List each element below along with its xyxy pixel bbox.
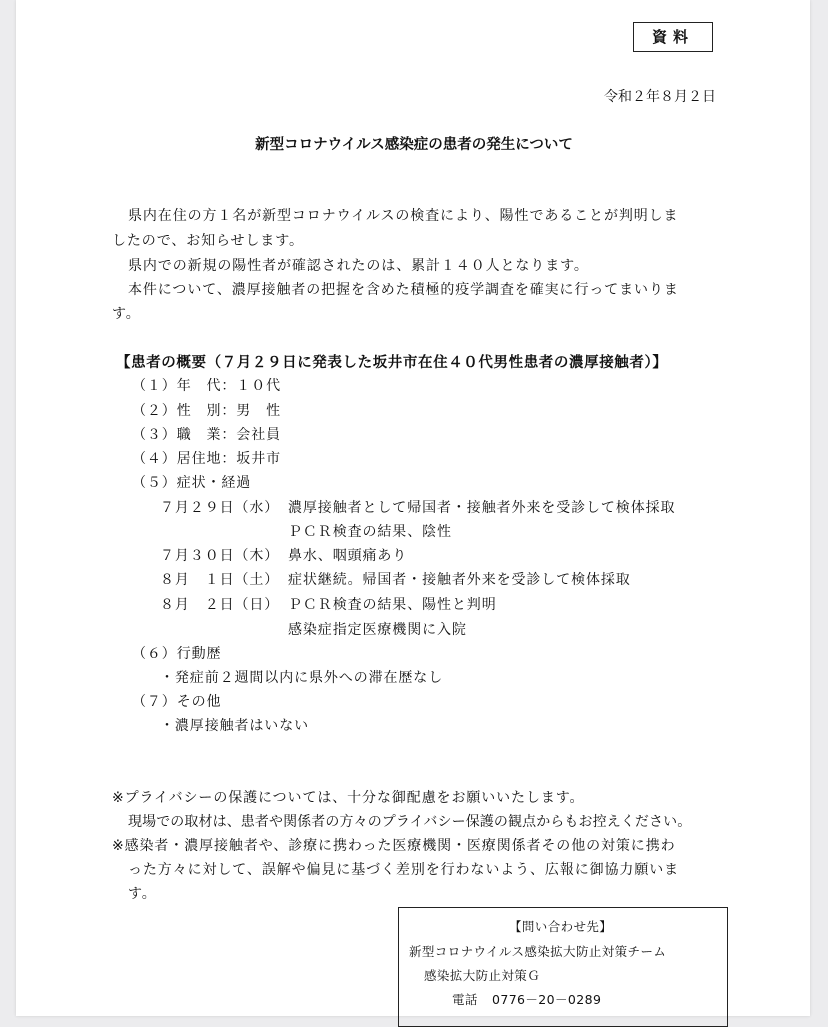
intro-line-3: 県内での新規の陽性者が確認されたのは、累計１４０人となります。 — [128, 258, 589, 274]
item-residence: （４）居住地：坂井市 — [132, 451, 281, 467]
overview-heading: 【患者の概要（７月２９日に発表した坂井市在住４０代男性患者の濃厚接触者）】 — [116, 355, 668, 371]
item-age: （１）年 代：１０代 — [132, 378, 281, 394]
document-title: 新型コロナウイルス感染症の患者の発生について — [255, 137, 573, 153]
contact-phone-label: 電話 — [452, 992, 478, 1007]
item-symptoms: （５）症状・経過 — [132, 475, 252, 491]
document-label-badge: 資料 — [633, 22, 713, 52]
note-discrimination-3: す。 — [128, 886, 157, 902]
timeline-text-4: ＰＣＲ検査の結果、陽性と判明 — [288, 597, 497, 613]
item-history: （６）行動歴 — [132, 646, 222, 662]
document-date: 令和２年８月２日 — [604, 89, 716, 105]
timeline-text-4b: 感染症指定医療機関に入院 — [288, 622, 467, 638]
note-discrimination-1: ※感染者・濃厚接触者や、診療に携わった医療機関・医療関係者その他の対策に携わ — [112, 838, 676, 854]
item-history-note: ・発症前２週間以内に県外への滞在歴なし — [160, 670, 444, 686]
intro-line-1: 県内在住の方１名が新型コロナウイルスの検査により、陽性であることが判明しま — [128, 208, 679, 224]
intro-line-5: す。 — [112, 306, 141, 322]
timeline-date-2: ７月３０日（木） — [160, 548, 280, 564]
timeline-text-3: 症状継続。帰国者・接触者外来を受診して検体採取 — [288, 572, 631, 588]
note-interview: 現場での取材は、患者や関係者の方々のプライバシー保護の観点からもお控えください。 — [128, 814, 692, 830]
timeline-date-1: ７月２９日（水） — [160, 500, 280, 516]
note-privacy: ※プライバシーの保護については、十分な御配慮をお願いいたします。 — [112, 790, 585, 806]
item-other-note: ・濃厚接触者はいない — [160, 718, 309, 734]
note-discrimination-2: った方々に対して、誤解や偏見に基づく差別を行わないよう、広報に御協力願いま — [128, 862, 680, 878]
item-occupation: （３）職 業：会社員 — [132, 427, 281, 443]
item-other: （７）その他 — [132, 694, 222, 710]
timeline-text-2: 鼻水、咽頭痛あり — [288, 548, 408, 564]
timeline-date-3: ８月 １日（土） — [160, 572, 280, 588]
timeline-date-4: ８月 ２日（日） — [160, 597, 280, 613]
timeline-text-1b: ＰＣＲ検査の結果、陰性 — [288, 524, 452, 540]
contact-team: 新型コロナウイルス感染拡大防止対策チーム — [409, 944, 667, 959]
item-sex: （２）性 別：男 性 — [132, 403, 281, 419]
contact-group: 感染拡大防止対策Ｇ — [424, 968, 541, 983]
contact-heading: 【問い合わせ先】 — [509, 919, 613, 934]
intro-line-2: したので、お知らせします。 — [112, 233, 304, 249]
intro-line-4: 本件について、濃厚接触者の把握を含めた積極的疫学調査を確実に行ってまいりま — [128, 282, 679, 298]
contact-phone: 0776－20－0289 — [492, 992, 602, 1007]
timeline-text-1: 濃厚接触者として帰国者・接触者外来を受診して検体採取 — [288, 500, 676, 516]
